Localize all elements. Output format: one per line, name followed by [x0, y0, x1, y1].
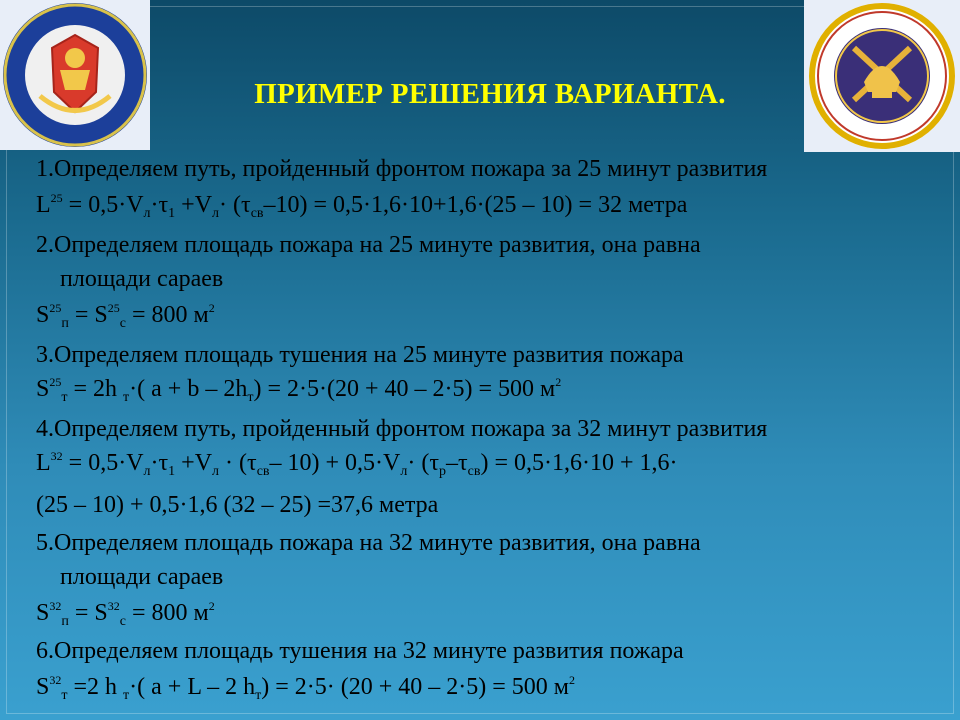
step-5-text: 5.Определяем площадь пожара на 32 минуте развития, она равна: [36, 530, 701, 556]
step-6-text: 6.Определяем площадь тушения на 32 минуте развития пожара: [36, 638, 684, 664]
slide-title: ПРИМЕР РЕШЕНИЯ ВАРИАНТА.: [254, 78, 726, 110]
fire-service-emblem-logo: [804, 0, 960, 152]
formula-6: $S^{32}_т =2$ h $_т$·( a + L – 2 $h_т) = 2\cdot 5\cdot (20 + 40 - 2\cdot 5) = 500$ $м^2$: [36, 673, 575, 703]
formula-4: $L^{32} = 0,5\cdot V_л\cdot\tau_1 +V_л \cdot (\tau_{св}-$ $10) + 0,5\cdot V_л\cdot (\tau_р-\tau_{св}) = 0,5\cdot 1,6\cdot 10 + 1,6\cdot$: [36, 449, 678, 479]
formula-5: $S^{32}_п = S^{32}_с = 800$ $м^2$: [36, 599, 215, 629]
formula-4-cont: (25 – 10) + 0,5·1,6 (32 – 25) =37,6 метра: [36, 492, 439, 518]
step-2-text: 2.Определяем площадь пожара на 25 минуте развития, она равна: [36, 232, 701, 258]
step-4-text: 4.Определяем путь, пройденный фронтом пожара за 32 минут развития: [36, 416, 768, 442]
formula-1: $L^{25} = 0,5\cdot V_л\cdot\tau_1 +V_л\cdot (\tau_{св}-10) = 0,5\cdot 1,6\cdot 10+1,6\cdot(25 - 10) = 32$ метра: [36, 191, 688, 221]
formula-2: $S^{25}_п = S^{25}_с = 800$ $м^2$: [36, 301, 215, 331]
step-5-text-cont: площади сараев: [60, 564, 224, 590]
formula-3: $S^{25}_т = 2h$ $_т$·( $a + b - 2h_т) = 2\cdot 5\cdot(20 + 40 - 2\cdot 5) = 500$ $м^2$: [36, 375, 562, 405]
university-emblem-logo: [0, 0, 150, 150]
step-2-text-cont: площади сараев: [60, 266, 224, 292]
step-1-text: 1.Определяем путь, пройденный фронтом пожара за 25 минут развития: [36, 156, 768, 182]
step-3-text: 3.Определяем площадь тушения на 25 минуте развития пожара: [36, 342, 684, 368]
